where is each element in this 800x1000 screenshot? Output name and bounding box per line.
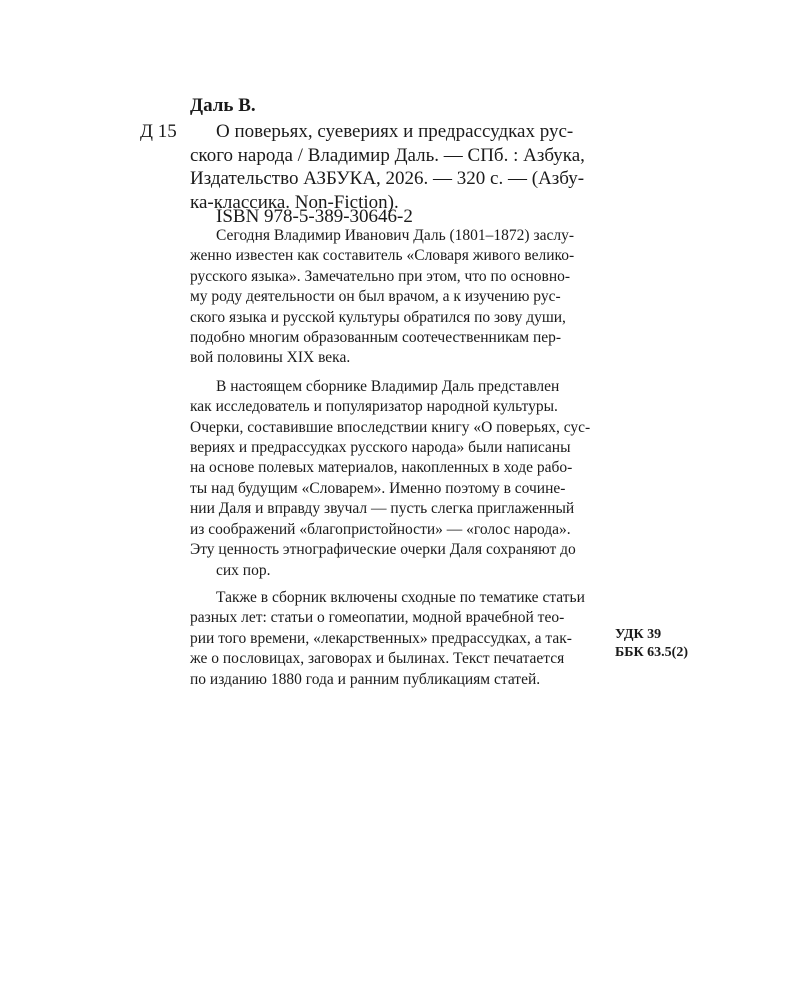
annotation-line: же о пословицах, заговорах и былинах. Текст печатается — [190, 650, 565, 668]
annotation-line: женно известен как составитель «Словаря живого велико- — [190, 247, 575, 265]
biblio-line: ского народа / Владимир Даль. — СПб. : Азбука, — [190, 144, 585, 166]
annotation-line: по изданию 1880 года и ранним публикациям статей. — [190, 670, 541, 688]
annotation-line: Сегодня Владимир Иванович Даль (1801–1872) заслу- — [216, 227, 574, 244]
annotation-line: подобно многим образованным соотечественникам пер- — [190, 329, 562, 347]
bibliographic-description — [190, 120, 696, 214]
annotation-line: нии Даля и вправду звучал — пусть слегка приглаженный — [190, 500, 575, 518]
classification-codes — [615, 626, 688, 662]
annotation-line: ского языка и русской культуры обратился по зову души, — [190, 308, 566, 326]
annotation — [190, 226, 700, 690]
biblio-line: Издательство АЗБУКА, 2026. — 320 с. — (Азбу- — [190, 168, 585, 189]
author-heading: Даль В. — [190, 95, 256, 116]
annotation-line: русского языка». Замечательно при этом, что по основно- — [190, 267, 571, 285]
annotation-line: вериях и предрассудках русского народа» были написаны — [190, 439, 571, 457]
annotation-line: рии того времени, «лекарственных» предрассудках, а так- — [190, 629, 572, 647]
isbn-line: ISBN 978-5-389-30646-2 — [216, 206, 413, 227]
annotation-paragraph — [190, 377, 700, 581]
annotation-line: Очерки, составившие впоследствии книгу «О поверьях, сус- — [190, 418, 591, 436]
annotation-line: сих пор. — [216, 561, 271, 579]
annotation-paragraph — [190, 226, 700, 369]
annotation-line: как исследователь и популяризатор народной культуры. — [190, 398, 558, 416]
annotation-line: на основе полевых материалов, накопленных в ходе рабо- — [190, 459, 573, 477]
annotation-line: ты над будущим «Словарем». Именно поэтому в сочине- — [190, 479, 566, 497]
author-mark-index: Д 15 — [140, 121, 177, 142]
annotation-line: Эту ценность этнографические очерки Даля сохраняют до — [190, 541, 576, 559]
udk-code: УДК 39 — [615, 627, 662, 642]
annotation-line: В настоящем сборнике Владимир Даль представлен — [216, 377, 560, 395]
annotation-line: разных лет: статьи о гомеопатии, модной врачебной тео- — [190, 609, 565, 627]
annotation-line: Также в сборник включены сходные по тематике статьи — [216, 588, 585, 606]
annotation-line: из соображений «благопристойности» — «голос народа». — [190, 520, 571, 538]
biblio-line: ка-классика. Non-Fiction). — [190, 191, 399, 213]
bbk-code: ББК 63.5(2) — [615, 645, 688, 660]
annotation-line: вой половины XIX века. — [190, 349, 351, 367]
biblio-line: О поверьях, суевериях и предрассудках рус- — [216, 121, 574, 142]
annotation-line: му роду деятельности он был врачом, а к изучению рус- — [190, 288, 561, 306]
